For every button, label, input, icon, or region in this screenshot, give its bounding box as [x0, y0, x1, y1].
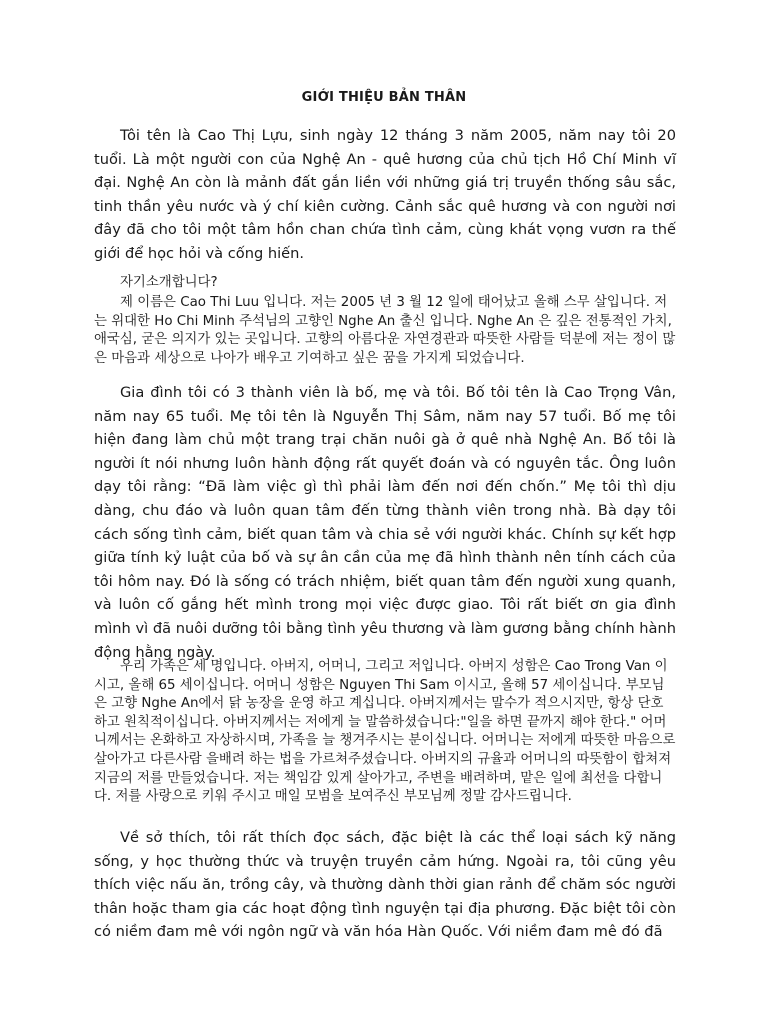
page-title: GIỚI THIỆU BẢN THÂN: [301, 90, 467, 105]
family-paragraph-vi: Gia đình tôi có 3 thành viên là bố, mẹ và tôi. Bố tôi tên là Cao Trọng Vân, năm nay 65 tuổi. Mẹ tôi tên là Nguyễn Thị Sâm, năm nay 57 tuổi. Bố mẹ tôi hiện đang làm chủ một trang trại chăn nuôi gà ở quê nhà Nghệ An. Bố tôi là người ít nói nhưng luôn hành động rất quyết đoán và có nguyên tắc. Ông luôn dạy tôi rằng: “Đã làm việc gì thì phải làm đến nơi đến chốn.” Mẹ tôi thì dịu dàng, chu đáo và luôn quan tâm đến từng thành viên trong nhà. Bà dạy tôi cách sống tình cảm, biết quan tâm và chia sẻ với người khác. Chính sự kết hợp giữa tính kỷ luật của bố và sự ân cần của mẹ đã hình thành nên tính cách của tôi hôm nay. Đó là sống có trách nhiệm, biết quan tâm đến người xung quanh, và luôn cố gắng hết mình trong mọi việc được giao. Tôi rất biết ơn gia đình mình vì đã nuôi dưỡng tôi bằng tình yêu thương và làm gương bằng chính hành động hằng ngày.: [94, 384, 676, 661]
intro-paragraph-vi: Tôi tên là Cao Thị Lựu, sinh ngày 12 tháng 3 năm 2005, năm nay tôi 20 tuổi. Là một người con của Nghệ An - quê hương của chủ tịch Hồ Chí Minh vĩ đại. Nghệ An còn là mảnh đất gắn liền với những giá trị truyền thống sâu sắc, tinh thần yêu nước và ý chí kiên cường. Cảnh sắc quê hương và con người nơi đây đã cho tôi một tâm hồn chan chứa tình cảm, cùng khát vọng vươn ra thế giới để học hỏi và cống hiến.: [94, 127, 676, 262]
family-paragraph-ko: 우리 가족은 세 명입니다. 아버지, 어머니, 그리고 저입니다. 아버지 성함은 Cao Trong Van 이시고, 올해 65 세이십니다. 어머니 성함은 Nguyen Thi Sam 이시고, 올해 57 세이십니다. 부모님은 고향 Nghe An에서 닭 농장을 운영 하고 계십니다. 아버지께서는 말수가 적으시지만, 항상 단호하고 원칙적이십니다. 아버지께서는 저에게 늘 말씀하셨습니다:"일을 하면 끝까지 해야 한다." 어머니께서는 온화하고 자상하시며, 가족을 늘 챙겨주시는 분이십니다. 어머니는 저에게 따뜻한 마음으로 살아가고 다른사람 을배려 하는 법을 가르쳐주셨습니다. 아버지의 규율과 어머니의 따뜻함이 합쳐져 지금의 저를 만들었습니다. 저는 책임감 있게 살아가고, 주변을 배려하며, 맡은 일에 최선을 다합니다. 저를 사랑으로 키워 주시고 매일 모범을 보여주신 부모님께 정말 감사드립니다.: [94, 659, 676, 805]
intro-paragraph-ko: 제 이름은 Cao Thi Luu 입니다. 저는 2005 년 3 월 12 일에 태어났고 올해 스무 살입니다. 저는 위대한 Ho Chi Minh 주석님의 고향인 Nghe An 출신 입니다. Nghe An 은 깊은 전통적인 가치, 애국심, 굳은 의지가 있는 곳입니다. 고향의 아름다운 자연경관과 따뜻한 사람들 덕분에 저는 정이 많은 마음과 세상으로 나아가 배우고 기여하고 싶은 꿈을 가지게 되었습니다.: [94, 295, 676, 366]
hobbies-paragraph-vi: Về sở thích, tôi rất thích đọc sách, đặc biệt là các thể loại sách kỹ năng sống, y học thường thức và truyện truyền cảm hứng. Ngoài ra, tôi cũng yêu thích việc nấu ăn, trồng cây, và thường dành thời gian rảnh để chăm sóc người thân hoặc tham gia các hoạt động tình nguyện tại địa phương. Đặc biệt tôi còn có niềm đam mê với ngôn ngữ và văn hóa Hàn Quốc. Với niềm đam mê đó đã: [94, 829, 676, 941]
intro-heading-ko: 자기소개합니다?: [120, 275, 218, 290]
